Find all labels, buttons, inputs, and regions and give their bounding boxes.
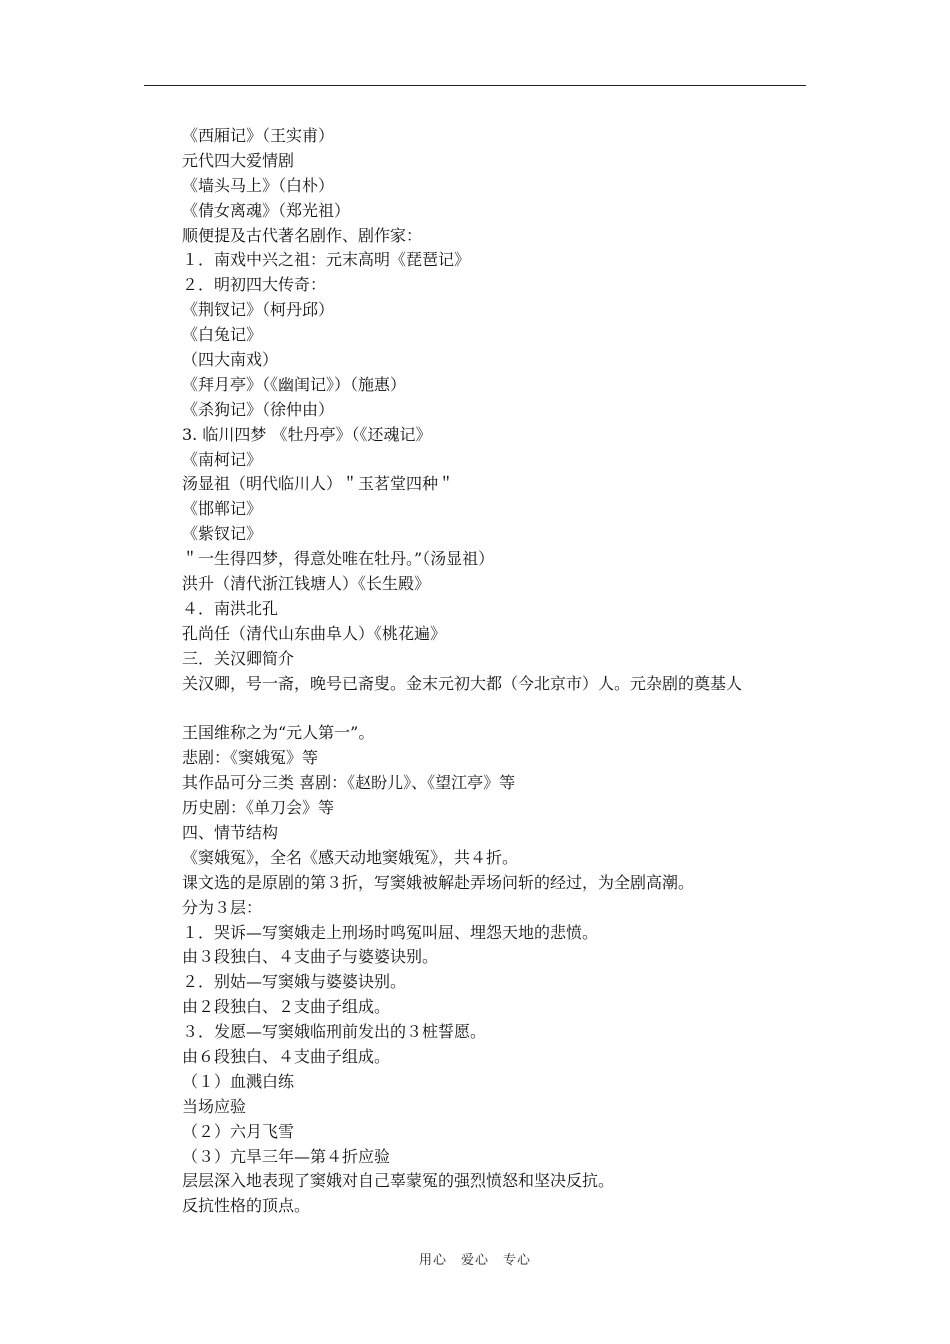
text-line: 《紫钗记》 — [182, 524, 263, 544]
text-line: ４．南洪北孔 — [182, 598, 279, 618]
text-line: 《邯郸记》 — [182, 499, 263, 519]
text-line: 《西厢记》（王实甫） — [182, 126, 335, 145]
text-line: 《拜月亭》（《幽闺记》）（施惠） — [182, 374, 407, 394]
text-line: ３．发愿—写窦娥临刑前发出的３桩誓愿。 — [182, 1022, 487, 1042]
text-line: 汤显祖（明代临川人）＂玉茗堂四种＂ — [182, 474, 455, 494]
text-line: ２．别姑—写窦娥与婆婆诀别。 — [182, 972, 407, 992]
text-line: 《南柯记》 — [182, 449, 263, 469]
text-line: 王国维称之为“元人第一”。 — [182, 723, 375, 743]
text-line: 孔尚任（清代山东曲阜人）《桃花遍》 — [182, 623, 447, 643]
text-line: １．哭诉—写窦娥走上刑场时鸣冤叫屈、埋怨天地的悲愤。 — [182, 922, 599, 942]
text-line: 元代四大爱情剧 — [182, 150, 295, 170]
text-line: 《窦娥冤》，全名《感天动地窦娥冤》，共４折。 — [182, 847, 519, 867]
text-line: 洪升（清代浙江钱塘人）《长生殿》 — [182, 574, 431, 594]
text-line: 由３段独白、４支曲子与婆婆诀别。 — [182, 947, 439, 967]
text-line: ＂一生得四梦，得意处唯在牡丹。”（汤显祖） — [182, 549, 495, 569]
page-footer: 用心 爱心 专心 — [418, 1253, 531, 1268]
text-line: 《杀狗记》（徐仲由） — [182, 399, 335, 419]
text-line: １．南戏中兴之祖：元末高明《琵琶记》 — [182, 250, 471, 270]
section-heading: 四、情节结构 — [182, 822, 279, 842]
text-line: （１）血溅白练 — [182, 1071, 295, 1091]
text-line: 反抗性格的顶点。 — [182, 1196, 311, 1216]
text-line: 课文选的是原剧的第３折，写窦娥被解赴弄场问斩的经过，为全剧高潮。 — [182, 872, 695, 892]
text-line: （２）六月飞雪 — [182, 1121, 295, 1141]
text-line: 3. 临川四梦 《牡丹亭》（《还魂记》 — [182, 424, 432, 444]
header-rule — [144, 85, 806, 86]
text-line: 悲剧：《窦娥冤》等 — [182, 748, 319, 768]
text-line: 层层深入地表现了窦娥对自己辜蒙冤的强烈愤怒和坚决反抗。 — [182, 1171, 615, 1191]
text-line: 历史剧：《单刀会》等 — [182, 798, 335, 818]
blank-line — [182, 696, 822, 721]
text-line: （四大南戏） — [182, 350, 279, 370]
text-line: ２．明初四大传奇： — [182, 275, 327, 295]
section-heading: 三．关汉卿简介 — [182, 648, 295, 668]
text-line: 分为３层： — [182, 897, 263, 917]
text-line: 其作品可分三类 喜剧：《赵盼儿》、《望江亭》等 — [182, 773, 516, 793]
text-line: 《白兔记》 — [182, 325, 263, 345]
text-line: 《墙头马上》（白朴） — [182, 175, 335, 195]
text-line: 关汉卿，号一斋，晚号已斋叟。金末元初大都（今北京市）人。元杂剧的奠基人 — [182, 673, 743, 693]
text-line: 由２段独白、２支曲子组成。 — [182, 997, 391, 1017]
text-line: 由６段独白、４支曲子组成。 — [182, 1046, 391, 1066]
text-line: 《荆钗记》（柯丹邱） — [182, 300, 335, 320]
text-line: 当场应验 — [182, 1096, 247, 1116]
text-line: 顺便提及古代著名剧作、剧作家： — [182, 225, 423, 245]
document-body — [182, 124, 822, 1219]
text-line: 《倩女离魂》（郑光祖） — [182, 200, 351, 220]
text-line: （３）亢旱三年—第４折应验 — [182, 1146, 391, 1166]
